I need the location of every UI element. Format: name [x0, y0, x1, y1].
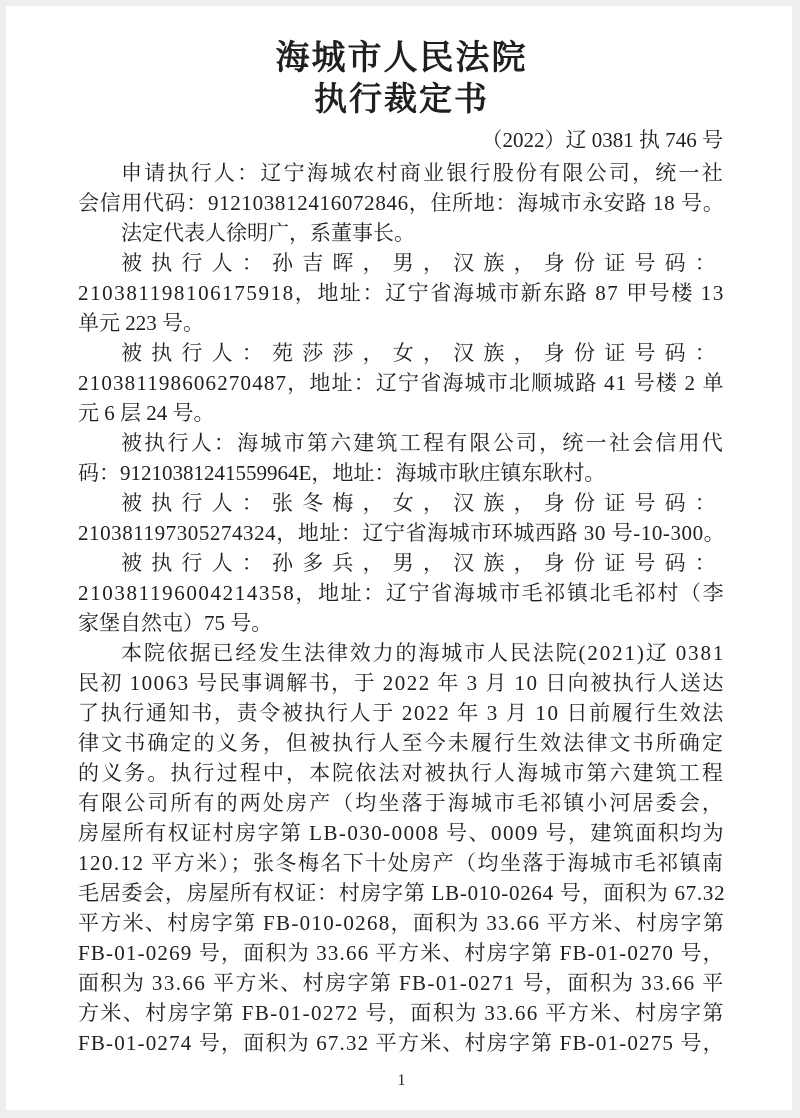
text-line-content: 本院依据已经发生法律效力的海城市人民法院(2021)辽 0381: [121, 641, 726, 665]
text-line: [78, 848, 725, 878]
text-line-content: 被执行人：孙吉晖，男，汉族，身份证号码：: [121, 251, 725, 275]
text-line-content: 120.12 平方米）；张冬梅名下十处房产（均坐落于海城市毛祁镇南: [78, 851, 725, 875]
text-line-content: 家堡自然屯）75 号。: [78, 611, 273, 635]
text-line-content: 了执行通知书，责令被执行人于 2022 年 3 月 10 日前履行生效法: [78, 701, 725, 725]
text-line-content: 码：91210381241559964E，地址：海城市耿庄镇东耿村。: [78, 461, 606, 485]
text-line: [78, 368, 725, 398]
text-line: [78, 968, 725, 998]
text-line-content: 方米、村房字第 FB-01-0272 号，面积为 33.66 平方米、村房字第: [78, 1001, 725, 1025]
text-line-content: 被执行人：孙多兵，男，汉族，身份证号码：: [121, 551, 725, 575]
text-line: [78, 908, 725, 938]
text-line-content: FB-01-0274 号，面积为 67.32 平方米、村房字第 FB-01-0275 号，: [78, 1031, 725, 1055]
court-name: 海城市人民法院: [275, 40, 528, 77]
text-line-content: 有限公司所有的两处房产（均坐落于海城市毛祁镇小河居委会，: [78, 791, 725, 815]
text-line-content: 房屋所有权证村房字第 LB-030-0008 号、0009 号，建筑面积均为: [78, 821, 726, 845]
text-line: [78, 278, 725, 308]
text-line: [78, 938, 725, 968]
text-line: [78, 758, 725, 788]
text-line: [78, 608, 725, 638]
text-line-content: FB-01-0269 号，面积为 33.66 平方米、村房字第 FB-01-0270 号，: [78, 941, 725, 965]
text-line: [78, 338, 725, 368]
text-line: [78, 788, 725, 818]
text-line: [78, 308, 725, 338]
text-line-content: 的义务。执行过程中，本院依法对被执行人海城市第六建筑工程: [78, 761, 725, 785]
text-line-content: 被执行人：海城市第六建筑工程有限公司，统一社会信用代: [121, 431, 725, 455]
text-line: [78, 548, 725, 578]
text-line-content: 210381198606270487，地址：辽宁省海城市北顺城路 41 号楼 2 单: [78, 371, 725, 395]
text-line-content: 律文书确定的义务，但被执行人至今未履行生效法律文书所确定: [78, 731, 725, 755]
case-number: （2022）辽 0381 执 746 号: [481, 128, 723, 152]
text-line-content: 被执行人：张冬梅，女，汉族，身份证号码：: [121, 491, 725, 515]
text-line: [78, 638, 725, 668]
document-title: 执行裁定书: [314, 82, 489, 118]
text-line-content: 民初 10063 号民事调解书，于 2022 年 3 月 10 日向被执行人送达: [78, 671, 725, 695]
text-line: [78, 188, 725, 218]
document-body: [78, 158, 725, 1058]
text-line: [78, 1028, 725, 1058]
text-line: [78, 698, 725, 728]
text-line: [78, 428, 725, 458]
text-line: [78, 398, 725, 428]
text-line-content: 申请执行人：辽宁海城农村商业银行股份有限公司，统一社: [121, 161, 725, 185]
text-line: [78, 248, 725, 278]
text-line-content: 平方米、村房字第 FB-010-0268，面积为 33.66 平方米、村房字第: [78, 911, 726, 935]
text-line: [78, 878, 725, 908]
text-line-content: 210381196004214358，地址：辽宁省海城市毛祁镇北毛祁村（李: [78, 581, 726, 605]
text-line-content: 被执行人：苑莎莎，女，汉族，身份证号码：: [121, 341, 725, 365]
text-line-content: 会信用代码：912103812416072846，住所地：海城市永安路 18 号。: [78, 191, 725, 215]
text-line-content: 210381198106175918，地址：辽宁省海城市新东路 87 甲号楼 13: [78, 281, 725, 305]
text-line-content: 法定代表人徐明广，系董事长。: [121, 221, 415, 245]
text-line-content: 面积为 33.66 平方米、村房字第 FB-01-0271 号，面积为 33.66 平: [78, 971, 725, 995]
text-line-content: 毛居委会，房屋所有权证：村房字第 LB-010-0264 号，面积为 67.32: [78, 881, 726, 905]
text-line: [78, 518, 725, 548]
text-line: [78, 488, 725, 518]
text-line-content: 单元 223 号。: [78, 311, 204, 335]
text-line: [78, 458, 725, 488]
text-line: [78, 158, 725, 188]
text-line: [78, 998, 725, 1028]
text-line: [78, 728, 725, 758]
page-number: 1: [397, 1072, 406, 1089]
text-line-content: 210381197305274324，地址：辽宁省海城市环城西路 30 号-10-300。: [78, 521, 726, 545]
text-line: [78, 668, 725, 698]
text-line-content: 元 6 层 24 号。: [78, 401, 215, 425]
text-line: [78, 818, 725, 848]
text-line: [78, 218, 725, 248]
document-page: [6, 6, 792, 1110]
text-line: [78, 578, 725, 608]
